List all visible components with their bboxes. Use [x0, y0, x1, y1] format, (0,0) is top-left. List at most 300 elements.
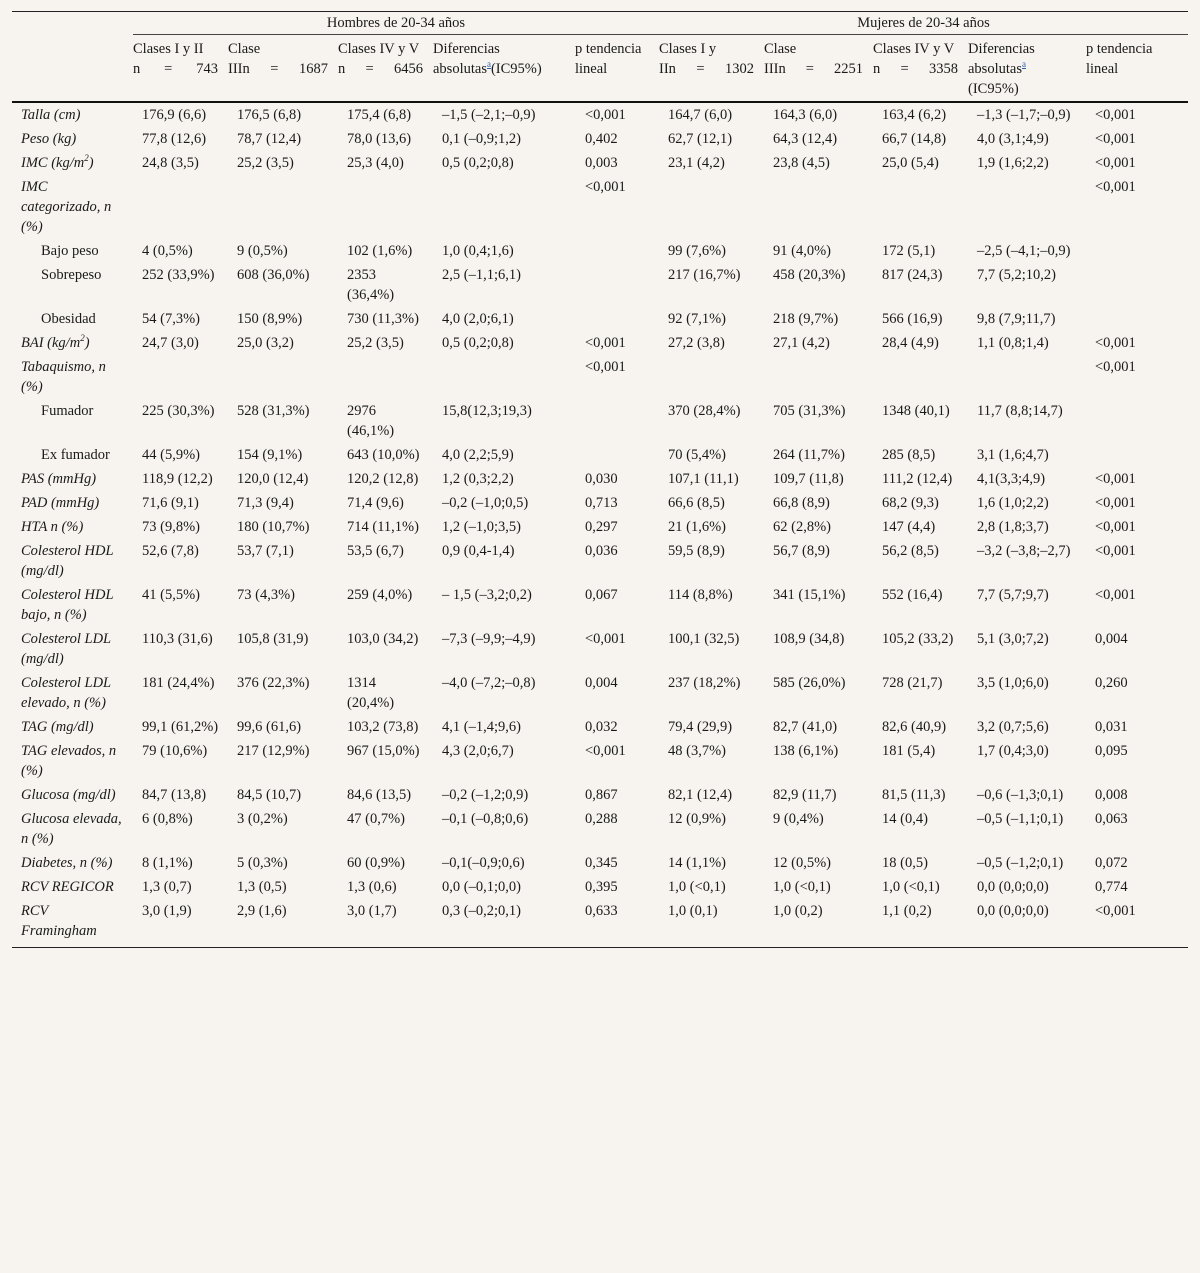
value-cell: 172 (5,1) [882, 243, 936, 259]
col-header-line1: Clase [764, 41, 797, 57]
value-cell: 14 (1,1%) [668, 855, 726, 871]
row-label [12, 851, 133, 875]
value-cell: 0,1 (–0,9;1,2) [442, 131, 521, 147]
value-cell: 82,9 (11,7) [773, 787, 837, 803]
value-cell: 48 (3,7%) [668, 743, 726, 759]
value-cell: –1,3 (–1,7;–0,9) [977, 107, 1071, 123]
value-cell [433, 175, 575, 239]
p-trend-cell: 0,288 [585, 811, 618, 827]
value-cell: 99,6 (61,6) [237, 719, 302, 735]
col-header-line1: Clases IV y V [338, 41, 420, 57]
value-cell [968, 175, 1086, 239]
p-trend-cell: 0,395 [585, 879, 618, 895]
women-col-header-3 [873, 35, 968, 103]
value-cell: 60 (0,9%) [347, 855, 405, 871]
row-label [12, 127, 133, 151]
women-col-header-2 [764, 35, 873, 103]
row-label-text: TAG elevados, n (%) [21, 743, 117, 779]
row-label-superscript: 2 [80, 333, 85, 344]
value-cell: 108,9 (34,8) [773, 631, 845, 647]
table-row [12, 627, 1188, 671]
value-cell: 585 (26,0%) [773, 675, 846, 691]
table-row [12, 783, 1188, 807]
value-cell: 6 (0,8%) [142, 811, 193, 827]
value-cell: 71,6 (9,1) [142, 495, 199, 511]
table-row [12, 175, 1188, 239]
value-cell: 53,5 (6,7) [347, 543, 404, 559]
value-cell: 164,7 (6,0) [668, 107, 733, 123]
col-header-n-label: n [133, 61, 141, 77]
value-cell: 1,3 (0,6) [347, 879, 397, 895]
value-cell: 2353 (36,4%) [347, 267, 395, 303]
row-label-text: IMC (kg/m [21, 155, 85, 171]
col-header-n-value: 3358 [929, 61, 958, 77]
row-label [12, 175, 133, 239]
table-row [12, 851, 1188, 875]
row-label-text: Talla (cm) [21, 107, 81, 123]
value-cell: 3,2 (0,7;5,6) [977, 719, 1049, 735]
value-cell: 28,4 (4,9) [882, 335, 939, 351]
table-row [12, 127, 1188, 151]
p-trend-cell: 0,713 [585, 495, 618, 511]
row-label-text: Peso (kg) [21, 131, 77, 147]
value-cell: 2,9 (1,6) [237, 903, 287, 919]
value-cell: 21 (1,6%) [668, 519, 726, 535]
value-cell: 154 (9,1%) [237, 447, 303, 463]
p-trend-cell: 0,008 [1095, 787, 1128, 803]
col-header-line1: p tendencia [1086, 41, 1153, 57]
value-cell: 175,4 (6,8) [347, 107, 412, 123]
p-trend-cell: 0,003 [585, 155, 618, 171]
table-row [12, 331, 1188, 355]
value-cell: 109,7 (11,8) [773, 471, 844, 487]
value-cell: 2,8 (1,8;3,7) [977, 519, 1049, 535]
row-label [12, 627, 133, 671]
value-cell: 25,0 (3,2) [237, 335, 294, 351]
value-cell: 24,8 (3,5) [142, 155, 199, 171]
row-label-text: TAG (mg/dl) [21, 719, 94, 735]
value-cell: 2,5 (–1,1;6,1) [442, 267, 521, 283]
value-cell: 1,3 (0,7) [142, 879, 192, 895]
men-col-header-1 [133, 35, 228, 103]
value-cell: 1314 (20,4%) [347, 675, 395, 711]
value-cell: 218 (9,7%) [773, 311, 839, 327]
value-cell: 217 (16,7%) [668, 267, 741, 283]
value-cell: 102 (1,6%) [347, 243, 413, 259]
value-cell: 259 (4,0%) [347, 587, 413, 603]
row-label [12, 467, 133, 491]
p-trend-cell: <0,001 [585, 631, 626, 647]
value-cell: 237 (18,2%) [668, 675, 741, 691]
row-label [12, 807, 133, 851]
value-cell: 705 (31,3%) [773, 403, 846, 419]
value-cell: 59,5 (8,9) [668, 543, 725, 559]
value-cell: 552 (16,4) [882, 587, 943, 603]
value-cell: 79 (10,6%) [142, 743, 208, 759]
row-label [12, 102, 133, 127]
value-cell: 84,5 (10,7) [237, 787, 302, 803]
results-table [12, 11, 1188, 948]
value-cell: 84,7 (13,8) [142, 787, 207, 803]
value-cell: 4,0 (2,0;6,1) [442, 311, 514, 327]
value-cell: 3,0 (1,7) [347, 903, 397, 919]
value-cell: 566 (16,9) [882, 311, 943, 327]
p-trend-cell: 0,031 [1095, 719, 1128, 735]
value-cell: 107,1 (11,1) [668, 471, 739, 487]
value-cell [338, 355, 433, 399]
value-cell: 47 (0,7%) [347, 811, 405, 827]
p-trend-cell: <0,001 [1095, 131, 1136, 147]
value-cell: 82,6 (40,9) [882, 719, 947, 735]
p-trend-cell: <0,001 [585, 107, 626, 123]
row-label [12, 331, 133, 355]
value-cell: 0,5 (0,2;0,8) [442, 155, 514, 171]
value-cell: 70 (5,4%) [668, 447, 726, 463]
row-label [12, 355, 133, 399]
value-cell: – 1,5 (–3,2;0,2) [442, 587, 532, 603]
value-cell: 2976 (46,1%) [347, 403, 395, 439]
women-col-header-5 [1086, 35, 1188, 103]
value-cell: 176,5 (6,8) [237, 107, 302, 123]
col-header-n-value: 743 [196, 61, 218, 77]
col-header-equals: = [805, 61, 814, 77]
value-cell: 967 (15,0%) [347, 743, 420, 759]
row-label-text: Fumador [41, 403, 94, 419]
value-cell: 44 (5,9%) [142, 447, 200, 463]
value-cell: 147 (4,4) [882, 519, 936, 535]
value-cell: 12 (0,9%) [668, 811, 726, 827]
results-table-container [12, 11, 1188, 948]
table-row [12, 583, 1188, 627]
value-cell: 66,6 (8,5) [668, 495, 725, 511]
value-cell: 4,1(3,3;4,9) [977, 471, 1046, 487]
row-label-text: Bajo peso [41, 243, 99, 259]
p-trend-cell: 0,867 [585, 787, 618, 803]
row-label [12, 307, 133, 331]
value-cell: 68,2 (9,3) [882, 495, 939, 511]
p-trend-cell: <0,001 [1095, 587, 1136, 603]
col-header-equals: = [365, 61, 374, 77]
value-cell: 27,2 (3,8) [668, 335, 725, 351]
value-cell: 1,1 (0,2) [882, 903, 932, 919]
p-trend-cell: 0,095 [1095, 743, 1128, 759]
value-cell: 25,2 (3,5) [347, 335, 404, 351]
row-label-text: PAD (mmHg) [21, 495, 100, 511]
value-cell: 52,6 (7,8) [142, 543, 199, 559]
value-cell: 78,0 (13,6) [347, 131, 412, 147]
table-row [12, 399, 1188, 443]
value-cell: 164,3 (6,0) [773, 107, 838, 123]
value-cell: 3 (0,2%) [237, 811, 288, 827]
value-cell: 92 (7,1%) [668, 311, 726, 327]
value-cell: 1,0 (0,1) [668, 903, 718, 919]
row-label-text: Glucosa elevada, n (%) [21, 811, 122, 847]
col-header-n-value: 2251 [834, 61, 863, 77]
value-cell: 73 (4,3%) [237, 587, 295, 603]
value-cell [659, 175, 764, 239]
value-cell: 71,3 (9,4) [237, 495, 294, 511]
value-cell: 99 (7,6%) [668, 243, 726, 259]
value-cell: 225 (30,3%) [142, 403, 215, 419]
col-header-equals: = [900, 61, 909, 77]
value-cell: 103,0 (34,2) [347, 631, 419, 647]
value-cell: 1,0 (<0,1) [882, 879, 940, 895]
col-header-n-label: IIIn [764, 61, 786, 77]
col-header-n-value: 6456 [394, 61, 423, 77]
value-cell: 15,8(12,3;19,3) [442, 403, 532, 419]
p-trend-cell: 0,030 [585, 471, 618, 487]
p-trend-cell [575, 307, 659, 331]
col-header-n-label: n [873, 61, 881, 77]
table-row [12, 239, 1188, 263]
p-trend-cell [1086, 263, 1188, 307]
women-col-header-4 [968, 35, 1086, 103]
col-header-ci: (IC95%) [490, 61, 542, 77]
men-col-header-2 [228, 35, 338, 103]
value-cell: –0,5 (–1,1;0,1) [977, 811, 1064, 827]
value-cell: 24,7 (3,0) [142, 335, 199, 351]
table-row [12, 899, 1188, 948]
value-cell: 1,9 (1,6;2,2) [977, 155, 1049, 171]
col-header-line2: absolutas [433, 61, 487, 77]
value-cell [228, 355, 338, 399]
row-label [12, 239, 133, 263]
value-cell: 1,7 (0,4;3,0) [977, 743, 1049, 759]
row-label [12, 443, 133, 467]
p-trend-cell: <0,001 [1095, 519, 1136, 535]
table-row [12, 715, 1188, 739]
col-header-line2: lineal [575, 61, 608, 77]
value-cell: 103,2 (73,8) [347, 719, 419, 735]
value-cell: 0,9 (0,4-1,4) [442, 543, 515, 559]
value-cell [873, 355, 968, 399]
row-label-text: Sobrepeso [41, 267, 102, 283]
value-cell [764, 175, 873, 239]
value-cell: 181 (24,4%) [142, 675, 215, 691]
p-trend-cell: 0,260 [1095, 675, 1128, 691]
value-cell: –1,5 (–2,1;–0,9) [442, 107, 536, 123]
col-header-line3: (IC95%) [968, 81, 1019, 97]
row-label [12, 783, 133, 807]
table-row [12, 151, 1188, 175]
value-cell: 4,1 (–1,4;9,6) [442, 719, 521, 735]
p-trend-cell: <0,001 [1095, 471, 1136, 487]
value-cell: 0,0 (–0,1;0,0) [442, 879, 521, 895]
p-trend-cell: <0,001 [1095, 543, 1136, 559]
value-cell: 8 (1,1%) [142, 855, 193, 871]
p-trend-cell: <0,001 [1095, 155, 1136, 171]
col-header-line2: lineal [1086, 61, 1119, 77]
col-header-n-value: 1687 [299, 61, 328, 77]
value-cell: –2,5 (–4,1;–0,9) [977, 243, 1071, 259]
col-header-line1: Clases I y [659, 41, 717, 57]
value-cell: –0,1(–0,9;0,6) [442, 855, 525, 871]
value-cell: 817 (24,3) [882, 267, 943, 283]
value-cell: 0,5 (0,2;0,8) [442, 335, 514, 351]
value-cell: 91 (4,0%) [773, 243, 831, 259]
table-row [12, 875, 1188, 899]
col-header-line1: p tendencia [575, 41, 642, 57]
group-header-row [12, 12, 1188, 35]
p-trend-cell: <0,001 [1095, 359, 1136, 375]
value-cell: –0,6 (–1,3;0,1) [977, 787, 1064, 803]
p-trend-cell: <0,001 [585, 743, 626, 759]
value-cell: 118,9 (12,2) [142, 471, 213, 487]
row-label-text: Colesterol HDL bajo, n (%) [21, 587, 114, 623]
value-cell: 4,3 (2,0;6,7) [442, 743, 514, 759]
men-col-header-5 [575, 35, 659, 103]
value-cell: 23,8 (4,5) [773, 155, 830, 171]
value-cell: 25,3 (4,0) [347, 155, 404, 171]
value-cell: 82,1 (12,4) [668, 787, 733, 803]
value-cell: 73 (9,8%) [142, 519, 200, 535]
col-header-n-label: n [338, 61, 346, 77]
value-cell: 23,1 (4,2) [668, 155, 725, 171]
value-cell: 64,3 (12,4) [773, 131, 838, 147]
table-row [12, 739, 1188, 783]
footnote-link[interactable]: a [1021, 59, 1026, 70]
value-cell: 9 (0,5%) [237, 243, 288, 259]
value-cell: 12 (0,5%) [773, 855, 831, 871]
row-label [12, 399, 133, 443]
p-trend-cell: <0,001 [585, 179, 626, 195]
value-cell: 1,2 (0,3;2,2) [442, 471, 514, 487]
table-row [12, 491, 1188, 515]
table-row [12, 263, 1188, 307]
col-header-line1: Diferencias [433, 41, 500, 57]
value-cell: 176,9 (6,6) [142, 107, 207, 123]
value-cell: 180 (10,7%) [237, 519, 310, 535]
row-label-text: Tabaquismo, n (%) [21, 359, 106, 395]
value-cell: –0,2 (–1,2;0,9) [442, 787, 529, 803]
p-trend-cell: 0,063 [1095, 811, 1128, 827]
value-cell: 105,2 (33,2) [882, 631, 954, 647]
value-cell: 0,0 (0,0;0,0) [977, 903, 1049, 919]
col-header-n-value: 1302 [724, 61, 754, 77]
value-cell [133, 355, 228, 399]
table-row [12, 539, 1188, 583]
value-cell: 7,7 (5,7;9,7) [977, 587, 1049, 603]
value-cell: 110,3 (31,6) [142, 631, 213, 647]
value-cell: 4,0 (2,2;5,9) [442, 447, 514, 463]
col-header-n-label: IIn [659, 61, 676, 77]
value-cell: 643 (10,0%) [347, 447, 420, 463]
row-label-text: BAI (kg/m [21, 335, 81, 351]
p-trend-cell [575, 443, 659, 467]
value-cell: 1,3 (0,5) [237, 879, 287, 895]
p-trend-cell: 0,774 [1095, 879, 1128, 895]
value-cell: 111,2 (12,4) [882, 471, 953, 487]
table-row [12, 467, 1188, 491]
value-cell: 3,1 (1,6;4,7) [977, 447, 1049, 463]
value-cell: 27,1 (4,2) [773, 335, 830, 351]
value-cell: 82,7 (41,0) [773, 719, 838, 735]
men-col-header-3 [338, 35, 433, 103]
value-cell: 1,0 (0,2) [773, 903, 823, 919]
value-cell: 1,0 (<0,1) [668, 879, 726, 895]
col-header-equals: = [696, 61, 705, 77]
footnote-link[interactable]: a [486, 59, 491, 70]
p-trend-cell [1086, 307, 1188, 331]
row-label-text: PAS (mmHg) [21, 471, 97, 487]
value-cell: 138 (6,1%) [773, 743, 839, 759]
value-cell: 1,0 (<0,1) [773, 879, 831, 895]
row-label-end: ) [84, 335, 90, 351]
value-cell: 730 (11,3%) [347, 311, 419, 327]
value-cell: 3,0 (1,9) [142, 903, 192, 919]
value-cell [764, 355, 873, 399]
p-trend-cell: 0,067 [585, 587, 618, 603]
value-cell [133, 175, 228, 239]
table-row [12, 307, 1188, 331]
women-col-header-1 [659, 35, 764, 103]
p-trend-cell: 0,036 [585, 543, 618, 559]
p-trend-cell: <0,001 [1095, 495, 1136, 511]
row-label-text: RCV Framingham [21, 903, 97, 939]
row-label-text: HTA n (%) [21, 519, 84, 535]
value-cell: 458 (20,3%) [773, 267, 846, 283]
p-trend-cell: <0,001 [1095, 903, 1136, 919]
value-cell: 181 (5,4) [882, 743, 936, 759]
row-label [12, 151, 133, 175]
value-cell [659, 355, 764, 399]
row-label-text: Colesterol LDL (mg/dl) [21, 631, 111, 667]
value-cell [433, 355, 575, 399]
row-label [12, 715, 133, 739]
col-header-n-label: IIIn [228, 61, 250, 77]
value-cell: 1,6 (1,0;2,2) [977, 495, 1049, 511]
value-cell: 1,2 (–1,0;3,5) [442, 519, 521, 535]
col-header-equals: = [270, 61, 279, 77]
p-trend-cell: <0,001 [1095, 179, 1136, 195]
row-label-superscript: 2 [84, 153, 89, 164]
row-label-text: RCV REGICOR [21, 879, 114, 895]
value-cell: 56,2 (8,5) [882, 543, 939, 559]
value-cell: 252 (33,9%) [142, 267, 215, 283]
p-trend-cell: 0,072 [1095, 855, 1128, 871]
value-cell: 264 (11,7%) [773, 447, 845, 463]
row-label-text: Colesterol HDL (mg/dl) [21, 543, 114, 579]
row-label-end: ) [88, 155, 94, 171]
row-label-text: IMC categorizado, n (%) [21, 179, 112, 235]
p-trend-cell: <0,001 [1095, 107, 1136, 123]
value-cell: 66,8 (8,9) [773, 495, 830, 511]
table-row [12, 355, 1188, 399]
p-trend-cell [1086, 443, 1188, 467]
col-header-line1: Clases I y II [133, 41, 204, 57]
value-cell: 120,2 (12,8) [347, 471, 419, 487]
row-label [12, 491, 133, 515]
value-cell: 714 (11,1%) [347, 519, 419, 535]
value-cell: 78,7 (12,4) [237, 131, 302, 147]
table-row [12, 515, 1188, 539]
value-cell: 1,1 (0,8;1,4) [977, 335, 1049, 351]
value-cell: 114 (8,8%) [668, 587, 733, 603]
p-trend-cell [575, 239, 659, 263]
value-cell: 728 (21,7) [882, 675, 943, 691]
value-cell: 62 (2,8%) [773, 519, 831, 535]
value-cell: 41 (5,5%) [142, 587, 200, 603]
value-cell: 1348 (40,1) [882, 403, 950, 419]
col-header-equals: = [164, 61, 173, 77]
p-trend-cell: 0,402 [585, 131, 618, 147]
value-cell: –7,3 (–9,9;–4,9) [442, 631, 536, 647]
value-cell: 105,8 (31,9) [237, 631, 309, 647]
value-cell: –0,5 (–1,2;0,1) [977, 855, 1064, 871]
value-cell: 84,6 (13,5) [347, 787, 412, 803]
row-label [12, 875, 133, 899]
value-cell: 376 (22,3%) [237, 675, 310, 691]
